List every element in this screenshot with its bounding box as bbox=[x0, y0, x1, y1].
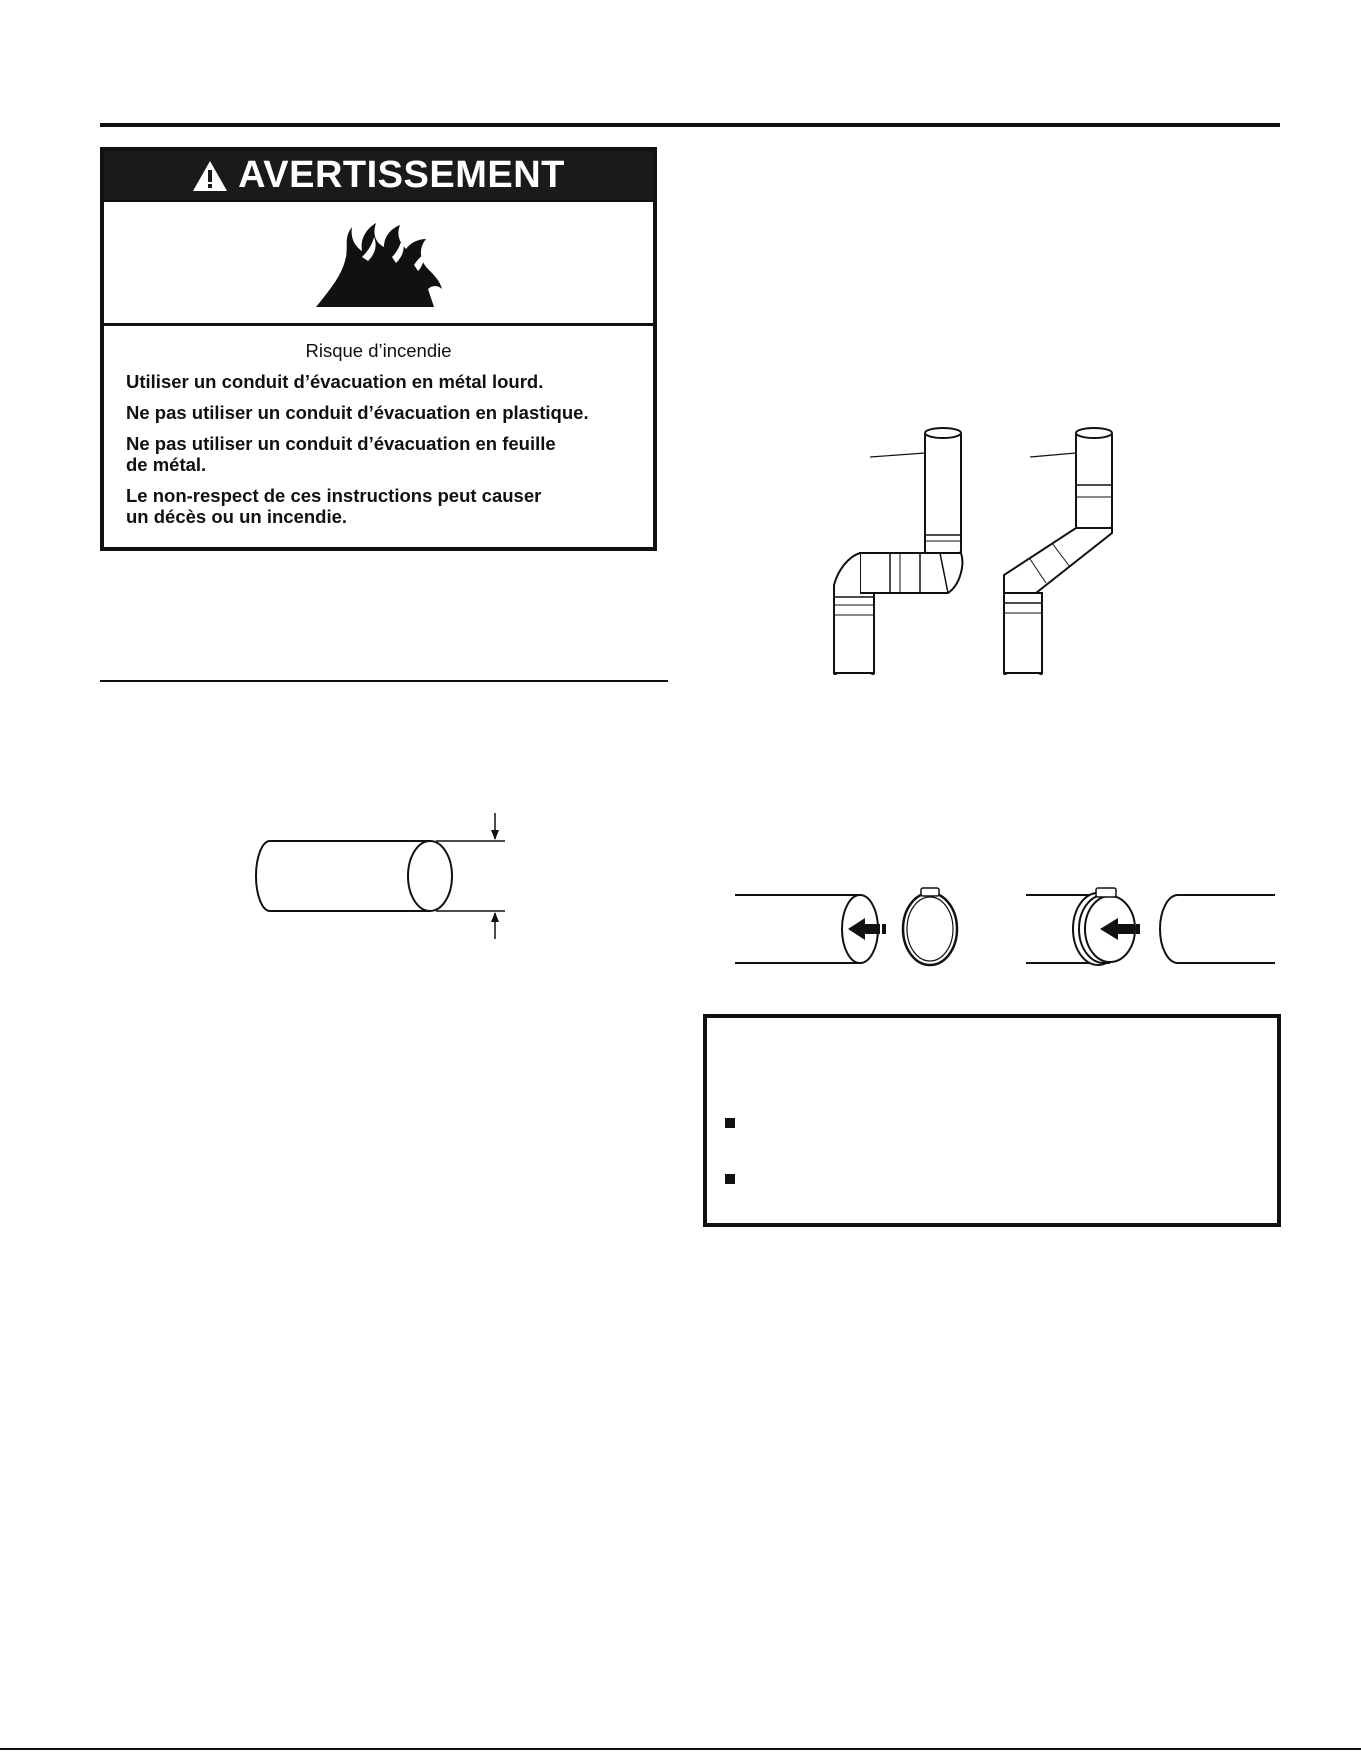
clamp-figure bbox=[730, 880, 1280, 980]
bullet-2 bbox=[725, 1174, 735, 1184]
note-box bbox=[703, 1014, 1281, 1227]
warning-title: Risque d’incendie bbox=[305, 340, 452, 361]
warning-box bbox=[100, 147, 657, 551]
warning-body bbox=[104, 326, 653, 527]
bottom-rule bbox=[0, 1748, 1361, 1750]
alert-triangle-icon bbox=[192, 160, 228, 192]
warning-header bbox=[104, 151, 653, 200]
top-rule bbox=[100, 123, 1280, 127]
fire-icon bbox=[314, 217, 444, 309]
warning-line-2: Ne pas utiliser un conduit d’évacuation en plastique. bbox=[126, 402, 589, 423]
hazard-symbol-area bbox=[104, 200, 653, 326]
warning-line-4: Le non-respect de ces instructions peut causer un décès ou un incendie. bbox=[126, 485, 542, 527]
warning-line-3: Ne pas utiliser un conduit d’évacuation en feuille de métal. bbox=[126, 433, 556, 475]
warning-heading: AVERTISSEMENT bbox=[238, 154, 565, 196]
duct-diameter-figure bbox=[240, 805, 520, 945]
bullet-1 bbox=[725, 1118, 735, 1128]
section-rule bbox=[100, 680, 668, 682]
elbow-duct-figure bbox=[800, 425, 1180, 675]
warning-line-1: Utiliser un conduit d’évacuation en métal lourd. bbox=[126, 371, 544, 392]
